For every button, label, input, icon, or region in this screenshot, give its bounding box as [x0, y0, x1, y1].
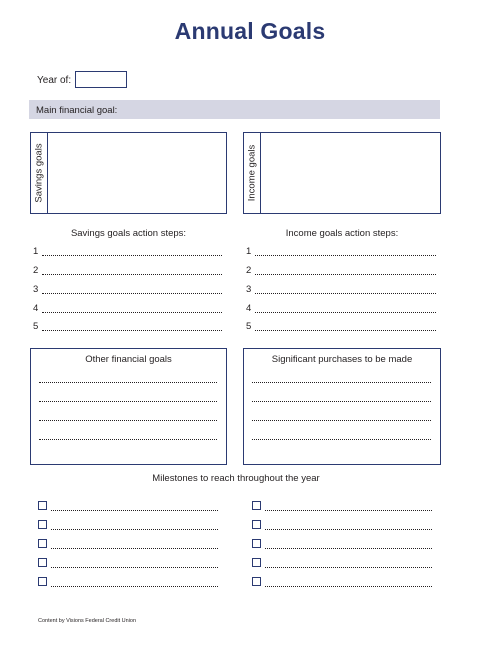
- milestone-item[interactable]: [38, 558, 218, 570]
- step-line: [255, 312, 436, 313]
- step-number: 1: [246, 246, 252, 257]
- milestone-checkbox[interactable]: [252, 520, 261, 529]
- milestone-line[interactable]: [51, 529, 218, 530]
- purchases-line[interactable]: [252, 382, 431, 383]
- milestone-item[interactable]: [38, 539, 218, 551]
- step-number: 2: [33, 265, 39, 276]
- milestone-item[interactable]: [252, 520, 432, 532]
- milestone-checkbox[interactable]: [252, 539, 261, 548]
- milestone-checkbox[interactable]: [252, 577, 261, 586]
- purchases-box: [243, 348, 441, 465]
- step-line: [42, 274, 222, 275]
- milestone-item[interactable]: [252, 558, 432, 570]
- other-goals-line[interactable]: [39, 382, 217, 383]
- purchases-line[interactable]: [252, 420, 431, 421]
- milestone-line[interactable]: [265, 510, 432, 511]
- credit-footer: Content by Visions Federal Credit Union: [38, 618, 137, 624]
- income-step-row[interactable]: [246, 321, 436, 333]
- other-goals-line[interactable]: [39, 401, 217, 402]
- milestone-item[interactable]: [38, 501, 218, 513]
- milestone-line[interactable]: [265, 529, 432, 530]
- page-title: Annual Goals: [174, 18, 326, 44]
- savings-step-row[interactable]: [33, 303, 222, 315]
- step-number: 4: [33, 303, 39, 314]
- income-step-row[interactable]: [246, 284, 436, 296]
- milestone-item[interactable]: [252, 577, 432, 589]
- savings-step-row[interactable]: [33, 246, 222, 258]
- savings-goals-box[interactable]: [30, 132, 227, 214]
- income-goals-side-tab: [244, 133, 261, 213]
- milestones-title: Milestones to reach throughout the year: [152, 473, 320, 484]
- savings-step-row[interactable]: [33, 284, 222, 296]
- purchases-title: Significant purchases to be made: [271, 354, 413, 365]
- income-goals-box[interactable]: [243, 132, 441, 214]
- step-line: [42, 330, 222, 331]
- milestone-checkbox[interactable]: [252, 558, 261, 567]
- milestone-line[interactable]: [51, 567, 218, 568]
- year-input[interactable]: [75, 71, 127, 88]
- step-line: [255, 293, 436, 294]
- step-line: [42, 293, 222, 294]
- other-goals-box: [30, 348, 227, 465]
- income-step-row[interactable]: [246, 303, 436, 315]
- step-line: [255, 274, 436, 275]
- savings-goals-label: Savings goals: [33, 143, 45, 203]
- milestone-line[interactable]: [265, 548, 432, 549]
- milestone-checkbox[interactable]: [252, 501, 261, 510]
- year-label: Year of:: [37, 75, 72, 86]
- milestone-checkbox[interactable]: [38, 501, 47, 510]
- other-goals-title: Other financial goals: [85, 354, 172, 365]
- step-number: 3: [33, 284, 39, 295]
- milestone-line[interactable]: [265, 586, 432, 587]
- milestone-checkbox[interactable]: [38, 577, 47, 586]
- milestone-item[interactable]: [38, 520, 218, 532]
- milestone-line[interactable]: [51, 548, 218, 549]
- milestone-checkbox[interactable]: [38, 520, 47, 529]
- savings-step-row[interactable]: [33, 321, 222, 333]
- step-number: 3: [246, 284, 252, 295]
- savings-step-row[interactable]: [33, 265, 222, 277]
- income-step-row[interactable]: [246, 246, 436, 258]
- savings-steps-title: Savings goals action steps:: [70, 228, 187, 239]
- milestone-checkbox[interactable]: [38, 539, 47, 548]
- other-goals-line[interactable]: [39, 439, 217, 440]
- milestone-line[interactable]: [265, 567, 432, 568]
- income-steps-title: Income goals action steps:: [285, 228, 399, 239]
- income-step-row[interactable]: [246, 265, 436, 277]
- purchases-line[interactable]: [252, 439, 431, 440]
- purchases-line[interactable]: [252, 401, 431, 402]
- step-line: [42, 255, 222, 256]
- milestone-line[interactable]: [51, 510, 218, 511]
- savings-goals-side-tab: [31, 133, 48, 213]
- step-number: 4: [246, 303, 252, 314]
- step-number: 5: [246, 321, 252, 332]
- milestone-item[interactable]: [252, 539, 432, 551]
- milestone-item[interactable]: [38, 577, 218, 589]
- step-number: 2: [246, 265, 252, 276]
- step-line: [42, 312, 222, 313]
- step-line: [255, 330, 436, 331]
- step-number: 1: [33, 246, 39, 257]
- milestone-checkbox[interactable]: [38, 558, 47, 567]
- income-goals-label: Income goals: [246, 144, 258, 202]
- main-goal-label: Main financial goal:: [36, 105, 118, 116]
- milestone-line[interactable]: [51, 586, 218, 587]
- step-number: 5: [33, 321, 39, 332]
- other-goals-line[interactable]: [39, 420, 217, 421]
- milestone-item[interactable]: [252, 501, 432, 513]
- step-line: [255, 255, 436, 256]
